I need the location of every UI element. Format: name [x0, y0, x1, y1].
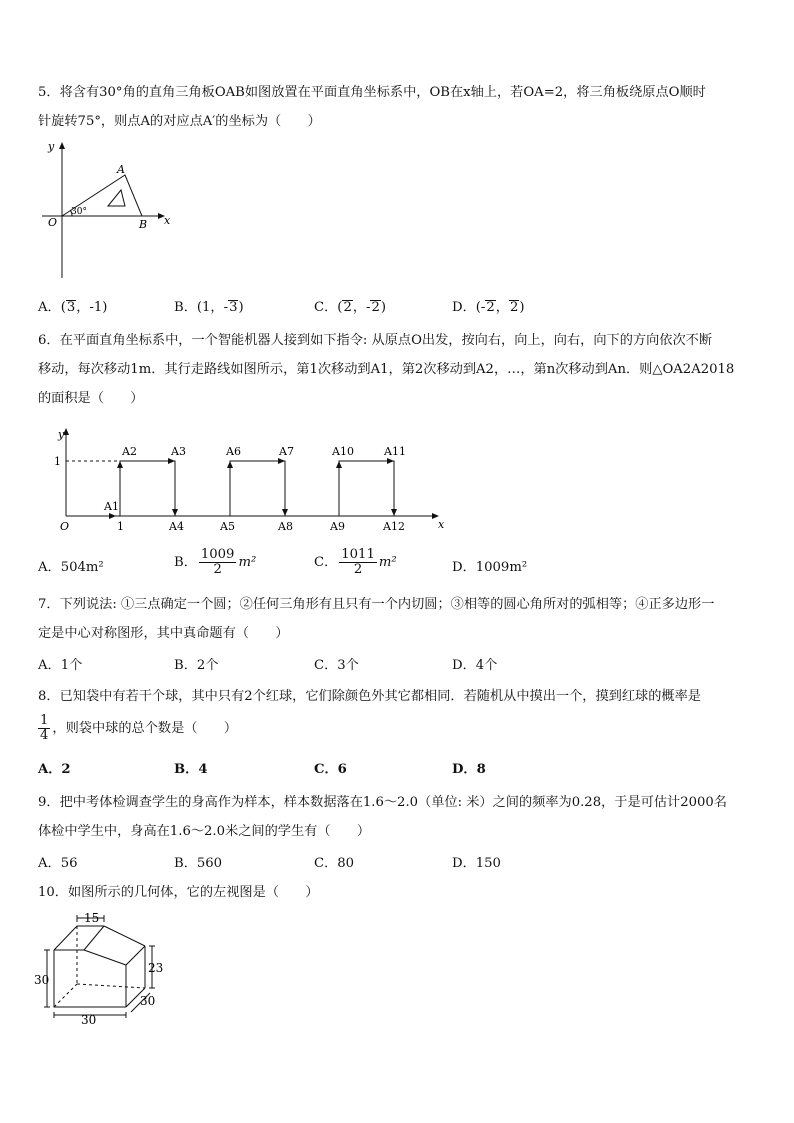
q5-text-line2: 针旋转75°，则点A的对应点A′的坐标为（ ）: [38, 114, 321, 129]
q8-options: [38, 758, 762, 782]
q6-label-a2: A2: [122, 445, 137, 458]
q8-option-d[interactable]: D．8: [452, 762, 486, 777]
q5-y-label: y: [48, 140, 55, 153]
q6-option-b[interactable]: B． $\frac{1009}{2}$ m²: [174, 547, 257, 577]
q6-label-a4: A4: [169, 520, 184, 533]
q9-text-line1: 9．把中考体检调查学生的身高作为样本，样本数据落在1.6～2.0（单位: 米）之间的频率为0.28，于是可估计2000名: [38, 795, 727, 810]
q5-triangle-inner: [108, 190, 125, 206]
q5-options: [38, 296, 762, 320]
q9-option-d[interactable]: D．150: [452, 856, 501, 871]
q7-options: [38, 654, 762, 678]
q6-label-a11: A11: [384, 445, 406, 458]
q6-label-a5: A5: [220, 520, 235, 533]
q6-label-a6: A6: [226, 445, 241, 458]
q6-one-x-label: 1: [117, 520, 124, 533]
q6-label-a3: A3: [171, 445, 186, 458]
q6-option-c[interactable]: C． $\frac{1011}{2}$ m²: [314, 547, 397, 577]
q6-label-a7: A7: [279, 445, 294, 458]
q8-fraction: $\frac{1}{4}$: [40, 713, 49, 743]
q6-label-a1: A1: [104, 500, 119, 513]
q7-option-a[interactable]: A．1个: [38, 658, 83, 673]
q5-x-label: x: [164, 214, 171, 227]
q6-option-a[interactable]: A．504m²: [38, 560, 104, 575]
q6-label-a12: A12: [383, 520, 405, 533]
q6-y-label: y: [58, 428, 65, 441]
q6-robot-path: [120, 461, 394, 516]
q6-path-arrows: [109, 458, 397, 519]
q7-text-line1: 7．下列说法: ①三点确定一个圆；②任何三角形有且只有一个内切圆；③相等的圆心角所对的弧相等；④正多边形一: [38, 597, 715, 612]
q9-option-a[interactable]: A．56: [38, 856, 78, 871]
q5-a-label: A: [117, 163, 125, 176]
q6-text-line1: 6．在平面直角坐标系中，一个智能机器人接到如下指令: 从原点O出发，按向右，向上，向右，向下的方向依次不断: [38, 333, 713, 348]
q5-text-line1: 5．将含有30°角的直角三角板OAB如图放置在平面直角坐标系中，OB在x轴上，若OA=2，将三角板绕原点O顺时: [38, 85, 706, 100]
q9-option-b[interactable]: B．560: [174, 856, 223, 871]
q5-b-label: B: [139, 218, 148, 231]
q6-options: [38, 548, 762, 584]
question-7: [38, 590, 762, 648]
q6-label-a10: A10: [332, 445, 354, 458]
q7-option-c[interactable]: C．3个: [314, 658, 359, 673]
q5-option-c[interactable]: C．(2，-2): [314, 300, 387, 315]
question-8: [38, 682, 762, 711]
question-5: [38, 78, 762, 136]
q8-option-c[interactable]: C．6: [314, 762, 347, 777]
q5-coordinate-figure: [34, 140, 184, 282]
q6-text-line3: 的面积是（ ）: [38, 391, 144, 406]
q10-solid-figure: [34, 908, 174, 1028]
q8-option-b[interactable]: B．4: [174, 762, 208, 777]
q6-x-label: x: [438, 518, 445, 531]
q5-option-a[interactable]: A．(3，-1): [38, 300, 108, 315]
q6-one-y-label: 1: [54, 455, 61, 468]
q9-option-c[interactable]: C．80: [314, 856, 355, 871]
q6-label-a9: A9: [330, 520, 345, 533]
q10-dim-right: 23: [148, 961, 164, 975]
q9-options: [38, 852, 762, 876]
q9-text-line2: 体检中学生中，身高在1.6～2.0米之间的学生有（ ）: [38, 824, 371, 839]
question-6: [38, 326, 762, 413]
q10-dim-bottom: 30: [81, 1013, 97, 1027]
q5-option-d[interactable]: D．(-2，2): [452, 300, 525, 315]
q10-dim-top: 15: [84, 911, 100, 925]
q8-text-line1: 8．已知袋中有若干个球，其中只有2个红球，它们除颜色外其它都相同．若随机从中摸出一个，摸到红球的概率是: [38, 689, 701, 704]
q10-dim-depth: 30: [140, 994, 156, 1008]
q6-text-line2: 移动，每次移动1m．其行走路线如图所示，第1次移动到A1，第2次移动到A2，…，第n次移动到An．则△OA2A2018: [38, 362, 735, 377]
question-10: [38, 878, 762, 907]
q5-angle-label: 30°: [71, 207, 87, 217]
q10-text-line1: 10．如图所示的几何体，它的左视图是（ ）: [38, 885, 319, 900]
q8-line2: [38, 714, 762, 743]
q7-option-b[interactable]: B．2个: [174, 658, 219, 673]
q7-option-d[interactable]: D．4个: [452, 658, 498, 673]
q8-text-line2: ，则袋中球的总个数是（ ）: [52, 721, 238, 736]
question-9: [38, 788, 762, 846]
q6-o-label: O: [60, 520, 70, 533]
q6-option-d[interactable]: D．1009m²: [452, 560, 528, 575]
q8-option-a[interactable]: A．2: [38, 762, 71, 777]
q6-label-a8: A8: [278, 520, 293, 533]
q6-path-figure: [34, 424, 454, 536]
q5-o-label: O: [48, 216, 58, 229]
q5-option-b[interactable]: B．(1，-3): [174, 300, 244, 315]
q5-y-arrow: [59, 142, 65, 149]
q10-dim-left: 30: [34, 973, 50, 987]
q7-text-line2: 定是中心对称图形，其中真命题有（ ）: [38, 626, 289, 641]
